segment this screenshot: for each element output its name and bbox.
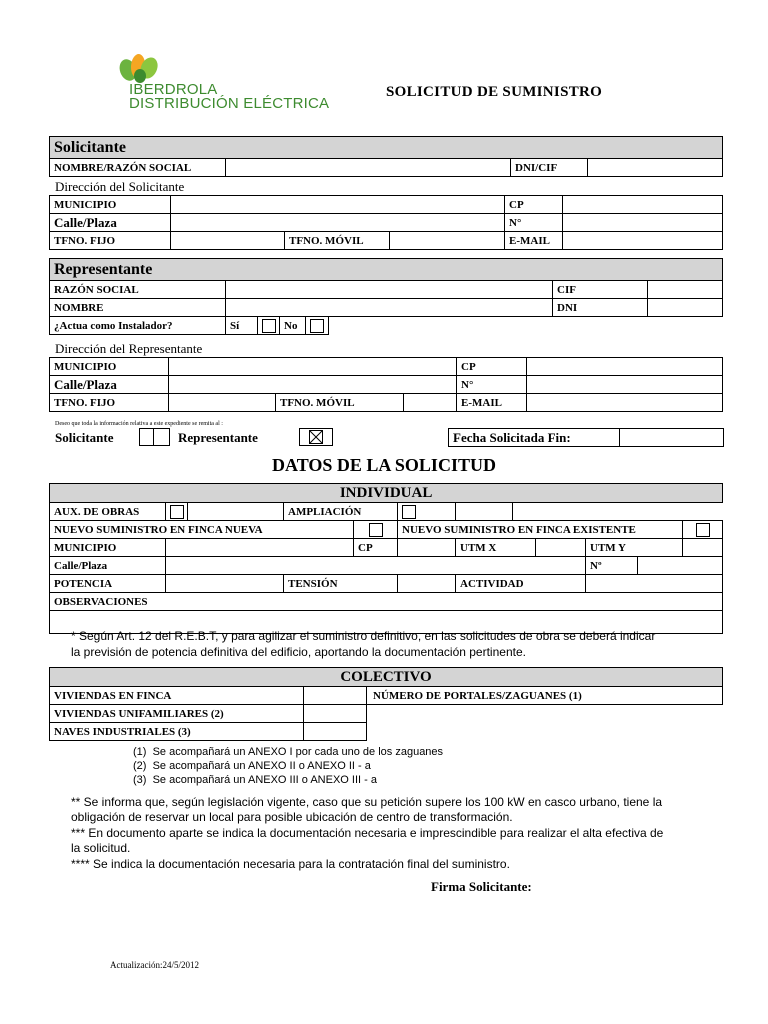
solicitante-table (49, 136, 723, 177)
cp-label: CP (505, 196, 563, 214)
email-field[interactable] (563, 232, 723, 250)
fecha-label: Fecha Solicitada Fin: (449, 429, 620, 447)
unifamiliares-field[interactable] (304, 705, 367, 723)
actividad-label: ACTIVIDAD (456, 575, 586, 593)
nombre-label: NOMBRE/RAZÓN SOCIAL (50, 159, 226, 177)
calle-label: Calle/Plaza (50, 214, 171, 232)
note3-line2: la solicitud. (71, 841, 131, 855)
viviendas-finca-field[interactable] (304, 687, 367, 705)
nombre-field[interactable] (226, 159, 511, 177)
page-title: SOLICITUD DE SUMINISTRO (386, 84, 603, 100)
ind-num-label: Nº (586, 557, 638, 575)
individual-heading: INDIVIDUAL (50, 484, 723, 503)
rep-tfno-fijo-label: TFNO. FIJO (50, 394, 169, 412)
rep-dni-label: DNI (553, 299, 648, 317)
naves-field[interactable] (304, 723, 367, 741)
potencia-label: POTENCIA (50, 575, 166, 593)
si-checkbox[interactable] (262, 319, 276, 333)
rep-tfno-fijo-field[interactable] (169, 394, 276, 412)
note4: **** Se indica la documentación necesaria para la contratación final del suministro. (71, 857, 510, 871)
finca-existente-checkbox[interactable] (696, 523, 710, 537)
utmx-field[interactable] (536, 539, 586, 557)
note3-line1: *** En documento aparte se indica la documentación necesaria e imprescindible para realizar el alta efectiva de (71, 826, 664, 840)
ind-municipio-field[interactable] (166, 539, 354, 557)
aux-obras-label: AUX. DE OBRAS (50, 503, 166, 521)
email-label: E-MAIL (505, 232, 563, 250)
cif-label: CIF (553, 281, 648, 299)
utmy-field[interactable] (683, 539, 723, 557)
remitir-fine-print: Deseo que toda la información relativa a este expediente se remita al : (55, 421, 223, 427)
ind-calle-label: Calle/Plaza (50, 557, 166, 575)
instalador-label: ¿Actua como Instalador? (50, 317, 226, 335)
list-item: (3) Se acompañará un ANEXO III o ANEXO III - a (133, 774, 377, 786)
municipio-field[interactable] (171, 196, 505, 214)
unifamiliares-label: VIVIENDAS UNIFAMILIARES (2) (50, 705, 304, 723)
tfno-movil-field[interactable] (390, 232, 505, 250)
razon-label: RAZÓN SOCIAL (50, 281, 226, 299)
ind-calle-field[interactable] (166, 557, 586, 575)
num-label: N° (505, 214, 563, 232)
dni-label: DNI/CIF (511, 159, 588, 177)
rep-cp-field[interactable] (527, 358, 723, 376)
tfno-fijo-label: TFNO. FIJO (50, 232, 171, 250)
ind-num-field[interactable] (638, 557, 723, 575)
potencia-field[interactable] (166, 575, 284, 593)
representante-heading: Representante (50, 259, 723, 281)
actualizacion-text: Actualización:24/5/2012 (110, 960, 199, 970)
rep-num-label: N° (457, 376, 527, 394)
cif-field[interactable] (648, 281, 723, 299)
observaciones-label: OBSERVACIONES (50, 593, 723, 611)
datos-title: DATOS DE LA SOLICITUD (272, 455, 496, 475)
tfno-movil-label: TFNO. MÓVIL (285, 232, 390, 250)
num-field[interactable] (563, 214, 723, 232)
cp-field[interactable] (563, 196, 723, 214)
rep-email-label: E-MAIL (457, 394, 527, 412)
naves-label: NAVES INDUSTRIALES (3) (50, 723, 304, 741)
remitir-representante-label: Representante (178, 430, 258, 445)
iberdrola-logo-icon (118, 50, 160, 84)
portales-label: NÚMERO DE PORTALES/ZAGUANES (1) (367, 687, 723, 705)
finca-nueva-checkbox[interactable] (369, 523, 383, 537)
representante-table (49, 258, 723, 335)
note2-line2: obligación de reservar un local para posible ubicación de centro de transformación. (71, 810, 513, 824)
tension-label: TENSIÓN (284, 575, 398, 593)
solicitante-heading: Solicitante (50, 137, 723, 159)
rep-tfno-movil-label: TFNO. MÓVIL (276, 394, 404, 412)
remitir-solicitante-label: Solicitante (55, 430, 114, 445)
list-item: (1) Se acompañará un ANEXO I por cada uno de los zaguanes (133, 746, 444, 758)
finca-existente-label: NUEVO SUMINISTRO EN FINCA EXISTENTE (398, 521, 683, 539)
rep-municipio-label: MUNICIPIO (50, 358, 169, 376)
viviendas-finca-label: VIVIENDAS EN FINCA (50, 687, 304, 705)
note1-line1: * Según Art. 12 del R.E.B.T, y para agilizar el suministro definitivo, en las solicitudes de obra se deberá indicar (71, 629, 656, 643)
rep-num-field[interactable] (527, 376, 723, 394)
ind-cp-field[interactable] (398, 539, 456, 557)
logo-line2: DISTRIBUCIÓN ELÉCTRICA (129, 95, 330, 112)
direccion-solicitante-label: Dirección del Solicitante (55, 179, 185, 194)
rep-calle-label: Calle/Plaza (50, 376, 169, 394)
note2-line1: ** Se informa que, según legislación vigente, caso que su petición supere los 100 kW en casco urbano, tiene la (71, 795, 663, 809)
remitir-representante-checkbox[interactable] (299, 428, 333, 446)
rep-calle-field[interactable] (169, 376, 457, 394)
note1-line2: la previsión de potencia definitiva del edificio, aportando la documentación pertinente. (71, 645, 526, 659)
fecha-table (448, 428, 724, 447)
ind-cp-label: CP (354, 539, 398, 557)
direccion-representante-label: Dirección del Representante (55, 341, 203, 356)
finca-nueva-label: NUEVO SUMINISTRO EN FINCA NUEVA (50, 521, 354, 539)
fecha-field[interactable] (620, 429, 724, 447)
ampliacion-label: AMPLIACIÓN (284, 503, 398, 521)
rep-municipio-field[interactable] (169, 358, 457, 376)
list-item: (2) Se acompañará un ANEXO II o ANEXO II - a (133, 760, 371, 772)
representante-direccion-table (49, 357, 723, 412)
no-label: No (280, 317, 306, 335)
aux-obras-checkbox[interactable] (170, 505, 184, 519)
calle-field[interactable] (171, 214, 505, 232)
firma-label: Firma Solicitante: (431, 879, 532, 894)
actividad-field[interactable] (586, 575, 723, 593)
checked-x-icon (309, 430, 323, 444)
ind-municipio-label: MUNICIPIO (50, 539, 166, 557)
tension-field[interactable] (398, 575, 456, 593)
utmy-label: UTM Y (586, 539, 683, 557)
rep-nombre-field[interactable] (226, 299, 553, 317)
colectivo-table (49, 667, 723, 741)
no-checkbox[interactable] (310, 319, 324, 333)
colectivo-heading: COLECTIVO (50, 668, 723, 687)
rep-nombre-label: NOMBRE (50, 299, 226, 317)
ampliacion-checkbox[interactable] (402, 505, 416, 519)
si-label: Sí (226, 317, 258, 335)
dni-field[interactable] (588, 159, 723, 177)
utmx-label: UTM X (456, 539, 536, 557)
rep-tfno-movil-field[interactable] (404, 394, 457, 412)
logo-line1: IBERDROLA (129, 81, 218, 98)
remitir-solicitante-checkbox[interactable] (139, 428, 170, 446)
rep-dni-field[interactable] (648, 299, 723, 317)
tfno-fijo-field[interactable] (171, 232, 285, 250)
rep-cp-label: CP (457, 358, 527, 376)
municipio-label: MUNICIPIO (50, 196, 171, 214)
solicitante-direccion-table (49, 195, 723, 250)
razon-field[interactable] (226, 281, 553, 299)
individual-table (49, 483, 723, 634)
rep-email-field[interactable] (527, 394, 723, 412)
